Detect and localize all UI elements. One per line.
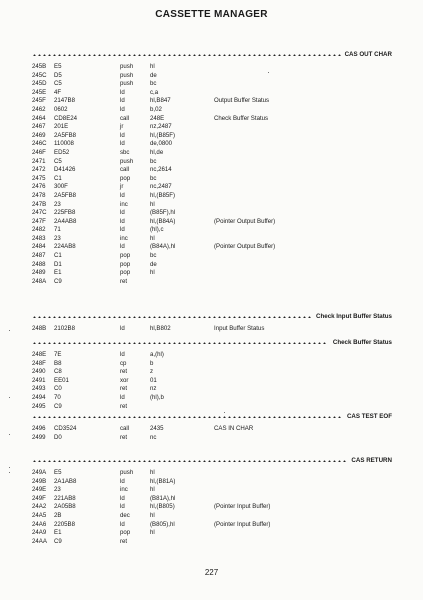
asterisk-rule <box>32 460 347 462</box>
code-line <box>32 63 392 72</box>
code-line <box>32 278 392 287</box>
section-title: CAS OUT CHAR <box>344 51 392 58</box>
operand: (B84A),hl <box>150 243 176 251</box>
operand: nc,2614 <box>150 166 172 174</box>
operand: a,(hl) <box>150 351 164 358</box>
operand: hl,(B81A) <box>150 477 176 485</box>
operand: hl <box>150 486 155 494</box>
code-line <box>32 115 392 124</box>
section-header <box>32 457 392 469</box>
address: 2494 <box>32 393 46 401</box>
page-number: 227 <box>204 568 219 577</box>
comment: CAS IN CHAR <box>214 425 254 432</box>
mnemonic: ld <box>120 243 125 251</box>
asterisk-rule <box>32 416 342 418</box>
opcode-bytes: C9 <box>54 537 62 545</box>
mnemonic: call <box>120 166 130 174</box>
code-line <box>32 218 392 227</box>
comment: Check Buffer Status <box>214 114 269 122</box>
opcode-bytes: B8 <box>54 359 62 367</box>
mnemonic: push <box>120 80 134 88</box>
address: 2484 <box>32 243 46 251</box>
code-line <box>32 106 392 115</box>
scan-speck <box>9 397 10 398</box>
mnemonic: jr <box>120 183 124 191</box>
opcode-bytes: 4F <box>54 88 62 96</box>
opcode-bytes: 300F <box>54 183 68 191</box>
address: 2483 <box>32 234 46 242</box>
mnemonic: ret <box>120 277 128 285</box>
operand: 248E <box>150 114 165 122</box>
section-title: CAS TEST EOF <box>346 413 392 420</box>
mnemonic: ld <box>120 105 125 113</box>
opcode-bytes: E5 <box>54 63 62 70</box>
mnemonic: pop <box>120 269 131 277</box>
code-line <box>32 243 392 252</box>
code-line <box>32 377 392 386</box>
mnemonic: dec <box>120 511 130 519</box>
asterisk-rule <box>32 316 312 318</box>
operand: hl <box>150 269 155 277</box>
address: 2471 <box>32 157 46 165</box>
address: 247C <box>32 209 47 217</box>
scan-speck <box>9 467 10 468</box>
address: 2487 <box>32 252 46 260</box>
operand: hl <box>150 63 155 70</box>
mnemonic: jr <box>120 123 124 131</box>
opcode-bytes: 2A1AB8 <box>54 477 77 485</box>
operand: nc,2487 <box>150 183 172 191</box>
code-line <box>32 360 392 369</box>
opcode-bytes: 2A5FB8 <box>54 191 77 199</box>
opcode-bytes: 7E <box>54 351 62 358</box>
address: 24AA <box>32 537 47 545</box>
code-line <box>32 521 392 530</box>
section-title: Check Input Buffer Status <box>316 313 392 320</box>
address: 248F <box>32 359 46 367</box>
address: 2478 <box>32 191 46 199</box>
operand: b <box>150 359 154 367</box>
opcode-bytes: 23 <box>54 486 61 494</box>
opcode-bytes: 110008 <box>54 140 74 148</box>
opcode-bytes: ED52 <box>54 148 70 156</box>
address: 24A5 <box>32 511 47 519</box>
listing-section <box>32 51 392 286</box>
opcode-bytes: D5 <box>54 71 62 79</box>
operand: de,0800 <box>150 140 173 148</box>
address: 2475 <box>32 174 46 182</box>
operand: (B85F),hl <box>150 209 176 217</box>
address: 247F <box>32 217 46 225</box>
opcode-bytes: 2205B8 <box>54 520 76 528</box>
section-title: Check Buffer Status <box>332 339 392 346</box>
code-line <box>32 469 392 478</box>
mnemonic: ld <box>120 191 125 199</box>
mnemonic: pop <box>120 252 131 260</box>
address: 2491 <box>32 376 46 384</box>
code-line <box>32 503 392 512</box>
operand: hl,(B805) <box>150 503 175 511</box>
section-header <box>32 339 392 351</box>
mnemonic: ld <box>120 351 125 358</box>
code-line <box>32 325 392 334</box>
code-line <box>32 158 392 167</box>
mnemonic: xor <box>120 376 129 384</box>
operand: bc <box>150 174 157 182</box>
mnemonic: inc <box>120 234 128 242</box>
code-line <box>32 166 392 175</box>
opcode-bytes: C8 <box>54 368 62 376</box>
asterisk-rule <box>32 342 327 344</box>
code-line <box>32 538 392 547</box>
operand: 01 <box>150 376 157 384</box>
operand: 2435 <box>150 425 164 432</box>
address: 2472 <box>32 166 46 174</box>
address: 2499 <box>32 433 46 441</box>
mnemonic: inc <box>120 486 128 494</box>
comment: (Pointer Output Buffer) <box>214 243 276 251</box>
opcode-bytes: 2147B8 <box>54 97 76 105</box>
opcode-bytes: 2102B8 <box>54 325 76 332</box>
address: 2476 <box>32 183 46 191</box>
code-line <box>32 385 392 394</box>
address: 248E <box>32 351 47 358</box>
address: 2496 <box>32 425 46 432</box>
opcode-bytes: C0 <box>54 385 62 393</box>
operand: hl <box>150 529 155 537</box>
code-line <box>32 192 392 201</box>
address: 24A2 <box>32 503 47 511</box>
scan-speck <box>9 434 10 435</box>
operand: (B805),hl <box>150 520 175 528</box>
code-line <box>32 486 392 495</box>
opcode-bytes: 23 <box>54 200 61 208</box>
opcode-bytes: C9 <box>54 277 62 285</box>
address: 2488 <box>32 260 46 268</box>
address: 245C <box>32 71 47 79</box>
code-line <box>32 403 392 412</box>
opcode-bytes: 221AB8 <box>54 494 76 502</box>
code-line <box>32 351 392 360</box>
scan-speck <box>224 412 225 413</box>
opcode-bytes: 224AB8 <box>54 243 76 251</box>
operand: hl,de <box>150 148 164 156</box>
address: 2467 <box>32 123 46 131</box>
operand: bc <box>150 80 157 88</box>
address: 2493 <box>32 385 46 393</box>
code-line <box>32 495 392 504</box>
code-line <box>32 72 392 81</box>
address: 24A9 <box>32 529 47 537</box>
opcode-bytes: E1 <box>54 269 62 277</box>
opcode-bytes: 2A05B8 <box>54 503 76 511</box>
mnemonic: push <box>120 71 134 79</box>
code-line <box>32 89 392 98</box>
code-line <box>32 97 392 106</box>
listing-section <box>32 457 392 546</box>
code-line <box>32 149 392 158</box>
code-line <box>32 226 392 235</box>
code-line <box>32 478 392 487</box>
opcode-bytes: CD8E24 <box>54 114 78 122</box>
operand: hl,B847 <box>150 97 171 105</box>
mnemonic: cp <box>120 359 127 367</box>
section-header <box>32 413 392 425</box>
mnemonic: ld <box>120 140 125 148</box>
code-line <box>32 175 392 184</box>
opcode-bytes: 2B <box>54 511 62 519</box>
opcode-bytes: 225FB8 <box>54 209 76 217</box>
mnemonic: pop <box>120 529 131 537</box>
operand: nz,2487 <box>150 123 172 131</box>
mnemonic: ld <box>120 88 125 96</box>
address: 245D <box>32 80 47 88</box>
code-line <box>32 235 392 244</box>
mnemonic: ld <box>120 494 125 502</box>
opcode-bytes: C1 <box>54 252 62 260</box>
asterisk-rule <box>32 54 342 56</box>
mnemonic: ret <box>120 402 128 410</box>
mnemonic: call <box>120 114 130 122</box>
operand: hl <box>150 200 155 208</box>
address: 247B <box>32 200 47 208</box>
mnemonic: ld <box>120 217 125 225</box>
operand: bc <box>150 252 157 260</box>
code-line <box>32 201 392 210</box>
opcode-bytes: E1 <box>54 529 62 537</box>
operand: nc <box>150 433 157 441</box>
comment: (Pointer Output Buffer) <box>214 217 276 225</box>
address: 249F <box>32 494 46 502</box>
code-line <box>32 183 392 192</box>
mnemonic: ld <box>120 393 125 401</box>
opcode-bytes: D0 <box>54 433 62 441</box>
address: 24A6 <box>32 520 47 528</box>
operand: hl,(B84A) <box>150 217 176 225</box>
comment: (Pointer Input Buffer) <box>214 503 271 511</box>
scan-speck <box>9 330 10 331</box>
listing-section <box>32 313 392 334</box>
code-line <box>32 434 392 443</box>
address: 2490 <box>32 368 46 376</box>
mnemonic: ld <box>120 325 125 332</box>
mnemonic: ld <box>120 503 125 511</box>
code-line <box>32 123 392 132</box>
code-line <box>32 425 392 434</box>
operand: hl,(B85F) <box>150 131 176 139</box>
page-title: CASSETTE MANAGER <box>155 9 268 20</box>
code-line <box>32 252 392 261</box>
mnemonic: pop <box>120 174 131 182</box>
operand: hl <box>150 469 155 476</box>
operand: b,02 <box>150 105 162 113</box>
comment: Input Buffer Status <box>214 325 265 332</box>
mnemonic: ld <box>120 226 125 234</box>
code-line <box>32 261 392 270</box>
mnemonic: ld <box>120 97 125 105</box>
address: 2482 <box>32 226 46 234</box>
mnemonic: ld <box>120 477 125 485</box>
opcode-bytes: C5 <box>54 80 62 88</box>
operand: z <box>150 368 154 376</box>
opcode-bytes: C5 <box>54 157 62 165</box>
mnemonic: ld <box>120 131 125 139</box>
comment: (Pointer Input Buffer) <box>214 520 271 528</box>
code-line <box>32 209 392 218</box>
address: 248B <box>32 325 47 332</box>
code-line <box>32 140 392 149</box>
opcode-bytes: E5 <box>54 469 62 476</box>
code-line <box>32 512 392 521</box>
address: 2469 <box>32 131 46 139</box>
opcode-bytes: 0602 <box>54 105 68 113</box>
code-line <box>32 368 392 377</box>
section-header <box>32 313 392 325</box>
address: 246C <box>32 140 47 148</box>
listing-section <box>32 339 392 411</box>
operand: bc <box>150 157 157 165</box>
operand: c,a <box>150 88 159 96</box>
operand: nz <box>150 385 157 393</box>
mnemonic: push <box>120 157 134 165</box>
opcode-bytes: 201E <box>54 123 69 131</box>
mnemonic: ret <box>120 433 128 441</box>
operand: hl,(B85F) <box>150 191 176 199</box>
opcode-bytes: C1 <box>54 174 62 182</box>
mnemonic: ld <box>120 209 125 217</box>
code-line <box>32 80 392 89</box>
code-line <box>32 529 392 538</box>
mnemonic: pop <box>120 260 131 268</box>
operand: de <box>150 260 157 268</box>
address: 248A <box>32 277 47 285</box>
mnemonic: ret <box>120 385 128 393</box>
operand: hl <box>150 511 155 519</box>
mnemonic: push <box>120 63 134 70</box>
operand: (hl),c <box>150 226 164 234</box>
mnemonic: inc <box>120 200 128 208</box>
opcode-bytes: EE01 <box>54 376 69 384</box>
address: 245E <box>32 88 47 96</box>
code-line <box>32 132 392 141</box>
address: 2489 <box>32 269 46 277</box>
address: 2495 <box>32 402 46 410</box>
operand: (B81A),hl <box>150 494 176 502</box>
opcode-bytes: C9 <box>54 402 62 410</box>
mnemonic: ld <box>120 520 125 528</box>
listing-section <box>32 413 392 442</box>
mnemonic: push <box>120 469 134 476</box>
mnemonic: ret <box>120 537 128 545</box>
section-header <box>32 51 392 63</box>
address: 246F <box>32 148 46 156</box>
opcode-bytes: D41426 <box>54 166 76 174</box>
mnemonic: call <box>120 425 130 432</box>
address: 249B <box>32 477 47 485</box>
operand: hl <box>150 234 155 242</box>
address: 249A <box>32 469 47 476</box>
operand: (hl),b <box>150 393 164 401</box>
opcode-bytes: CD3524 <box>54 425 77 432</box>
mnemonic: sbc <box>120 148 130 156</box>
opcode-bytes: 2A5FB8 <box>54 131 77 139</box>
operand: de <box>150 71 157 79</box>
address: 245B <box>32 63 47 70</box>
opcode-bytes: 23 <box>54 234 61 242</box>
address: 249E <box>32 486 47 494</box>
comment: Output Buffer Status <box>214 97 270 105</box>
code-line <box>32 269 392 278</box>
opcode-bytes: 70 <box>54 393 61 401</box>
code-line <box>32 394 392 403</box>
opcode-bytes: D1 <box>54 260 62 268</box>
address: 245F <box>32 97 46 105</box>
scan-speck <box>268 72 269 73</box>
operand: hl,B802 <box>150 325 171 332</box>
opcode-bytes: 71 <box>54 226 61 234</box>
opcode-bytes: 2A4AB8 <box>54 217 77 225</box>
section-title: CAS RETURN <box>351 457 392 464</box>
address: 2462 <box>32 105 46 113</box>
scan-speck <box>9 472 10 473</box>
address: 2464 <box>32 114 46 122</box>
mnemonic: ret <box>120 368 128 376</box>
